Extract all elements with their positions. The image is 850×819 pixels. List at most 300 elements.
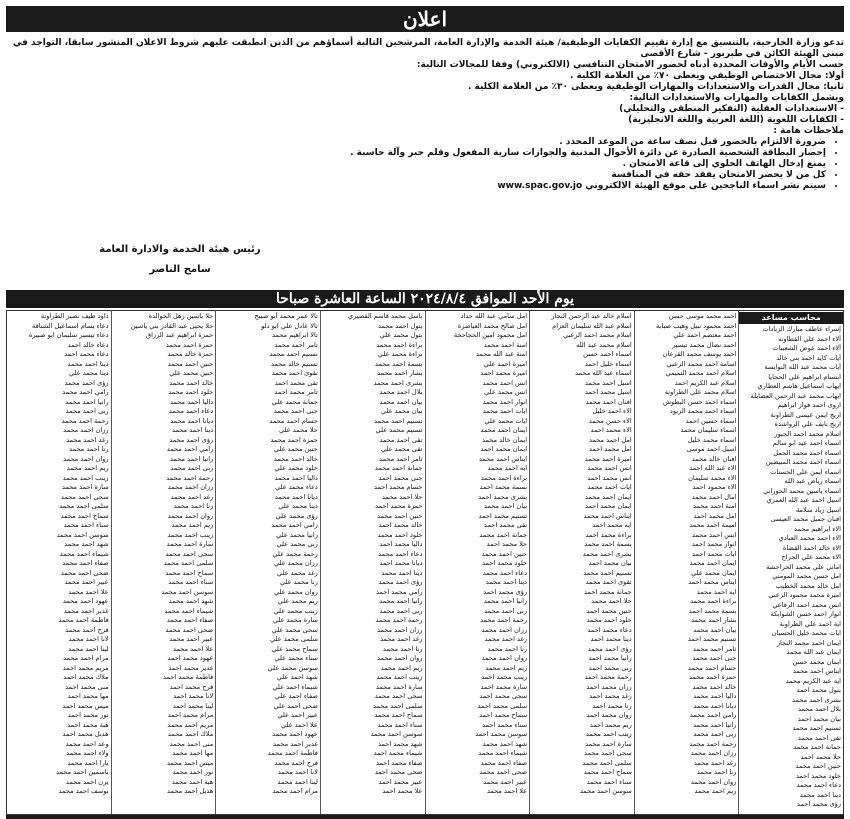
candidate-name: نور احمد محمد [172, 768, 214, 776]
candidate-name: اسيل محمد احمد [584, 388, 632, 396]
candidate-name: ايه محمد احمد [592, 521, 632, 529]
candidate-name: احمد محمد موسى حسن [668, 312, 737, 320]
candidate-name: حنين محمد علي [273, 445, 318, 453]
candidate-name: اسيل زياد سلامة [795, 505, 841, 514]
candidate-name: بيان احمد محمد [484, 502, 528, 510]
candidate-name: مها محمد احمد [67, 692, 109, 700]
candidate-name: تالا ابراهيم محمد [272, 331, 318, 339]
candidate-name: غدير احمد محمد [63, 606, 109, 615]
candidate-name: فاطمة احمد محمد [267, 749, 318, 757]
candidate-name: بشار احمد محمد [691, 616, 737, 624]
candidate-name: الاء محمد سليمان [688, 473, 737, 482]
candidate-name: اسامة احمد محمد الزعبي [666, 359, 737, 368]
candidate-name: مها احمد محمد [172, 749, 214, 757]
candidate-name: تسنيم احمد محمد [792, 724, 841, 732]
candidate-name: جنى محمد احمد [378, 473, 423, 482]
candidate-name: عبير احمد محمد [169, 635, 214, 643]
candidate-name: داليا احمد محمد [693, 692, 737, 700]
candidate-name: هديل محمد احمد [62, 730, 109, 738]
candidate-name: شهد احمد محمد [168, 597, 214, 605]
candidate-name: شهد احمد علي [276, 673, 318, 681]
notes-title: ملاحظات هامة : [773, 126, 844, 136]
candidate-name: رؤى محمد علي [275, 511, 318, 520]
candidate-name: شهد محمد احمد [378, 739, 423, 748]
candidate-name: حلا محمد علي [278, 426, 318, 434]
candidate-name: اسماء رياض عبد الله [784, 477, 841, 485]
candidate-name: سجى احمد محمد [60, 492, 109, 501]
candidate-name: حسام محمد احمد [374, 483, 423, 491]
candidate-name: روان احمد محمد [377, 654, 423, 662]
candidate-name: رامي احمد محمد [689, 711, 737, 719]
candidate-name: ريم محمد احمد [589, 720, 632, 729]
candidate-name: اروى احمد فواز ابراهيم [777, 401, 841, 409]
candidate-name: الاء محمد احمد [590, 426, 632, 434]
candidate-name: روان محمد علي [273, 587, 318, 596]
candidate-name: رحمة احمد محمد [480, 616, 528, 624]
candidate-name: ايات احمد محمد [482, 407, 528, 415]
candidate-name: دعاء محمد احمد [64, 350, 109, 358]
candidate-name: اريج ايمن عيسى الطراونة [770, 410, 841, 419]
candidate-name: حنين محمد علي [169, 369, 214, 377]
candidates-column [215, 311, 320, 814]
candidate-name: تقى احمد محمد [797, 733, 841, 742]
candidate-name: آيات كايد احمد بني خالد [776, 353, 841, 362]
candidate-name: ايه احمد محمد [487, 464, 528, 472]
candidate-name: اسيل احمد عبد الله العمري [766, 496, 841, 504]
candidate-name: علا احمد محمد [172, 644, 214, 653]
candidate-name: اسماء احمد عيد ابو سالم [772, 439, 841, 447]
candidate-name: اسلام محمد احمد الجبور [774, 429, 841, 438]
candidate-name: علا محمد احمد [382, 787, 423, 795]
candidate-name: سلمى احمد محمد [163, 559, 214, 567]
candidate-name: خلود احمد محمد [586, 616, 632, 624]
candidate-name: شيماء احمد محمد [59, 549, 109, 558]
candidate-name: دعاء احمد محمد [168, 407, 214, 415]
candidate-name: دعاء تيسير سليمان ابو صبيرة [28, 331, 109, 339]
candidate-name: ريم محمد علي [277, 597, 318, 605]
candidate-name: بيان محمد احمد [588, 559, 632, 567]
candidate-name: سماح احمد محمد [374, 711, 423, 719]
candidate-name: اميرة احمد محمد [584, 454, 632, 463]
candidate-name: ربى احمد محمد [484, 606, 528, 615]
candidate-name: ابتسام ابراهيم علي الحجايا [768, 372, 841, 381]
candidate-name: رؤى احمد محمد [64, 378, 109, 387]
candidate-name: رامي محمد احمد [376, 587, 423, 596]
candidate-name: رامي احمد محمد [166, 445, 214, 453]
candidate-name: منى محمد احمد [65, 682, 109, 691]
candidate-name: هبة احمد محمد [171, 777, 214, 786]
candidate-name: انس احمد محمد [482, 378, 528, 387]
candidate-name: انوار احمد حسن الشوابكة [770, 610, 841, 618]
candidate-name: عبير احمد محمد [64, 578, 109, 586]
candidate-name: سجى احمد محمد [374, 692, 423, 700]
candidate-name: آلاء احمد عوض الشعيبات [772, 344, 841, 352]
candidate-name: اميرة محمد محمود الزعبي [768, 591, 841, 599]
candidate-name: اسماء احمد حسن البطوش [662, 397, 737, 406]
exam-sub-1: - الاستعدادات العقلية (التفكير المنطقي والتحليلي) [619, 104, 844, 114]
candidate-name: بشرى احمد محمد [582, 549, 632, 558]
candidate-name: شيماء احمد علي [272, 682, 318, 691]
candidate-name: ايمان محمد احمد [584, 502, 632, 510]
candidate-name: لينا محمد احمد [172, 701, 214, 710]
candidate-name: لينا احمد محمد [277, 777, 318, 786]
candidate-name: دعاء احمد محمد [796, 781, 841, 789]
candidates-column [7, 311, 111, 814]
candidate-name: احمد محمود نبيل وهيب صبابة [655, 321, 737, 330]
candidate-name: ايه احمد محمد [696, 587, 737, 596]
candidate-name: رانيا احمد محمد [65, 397, 109, 406]
exam-area-2: ثانيا: مجال القدرات والاستعدادات والمهارات الوظيفية ويعطى ٣٠٪ من العلامة الكلية . [468, 82, 844, 92]
candidate-name: سوسن احمد محمد [161, 587, 214, 596]
candidate-name: رؤى احمد محمد [378, 578, 423, 586]
candidate-name: امل محمود امين الحجاحجة [453, 331, 528, 339]
candidate-name: غدير محمد احمد [168, 663, 214, 672]
candidate-name: علا احمد محمد [68, 587, 109, 596]
candidate-name: داليا احمد محمد [274, 473, 318, 482]
candidate-name: ايات محمد احمد [692, 549, 737, 558]
candidate-name: رؤى محمد احمد [797, 800, 841, 808]
candidate-name: صفاء احمد محمد [62, 559, 109, 567]
candidate-name: منى احمد محمد [169, 739, 214, 748]
candidate-name: بلال احمد محمد [379, 388, 423, 396]
candidate-name: روان احمد محمد [167, 511, 214, 520]
candidate-name: امنة احمد محمد [483, 340, 528, 349]
candidate-name: امل سامي عبد الله حداد [460, 312, 528, 320]
candidate-name: سلمى احمد محمد [59, 502, 109, 510]
candidate-name: اسماء احمد محمد الجمل [773, 448, 841, 457]
candidate-name: حلا محمد احمد [800, 752, 841, 761]
candidate-name: ايمان محمد علي [691, 568, 737, 577]
candidate-name: صفاء محمد احمد [376, 758, 423, 767]
candidate-name: مرام احمد محمد [63, 654, 109, 662]
candidate-name: براءة احمد محمد [690, 597, 737, 605]
candidate-name: رزان محمد احمد [586, 682, 632, 691]
candidate-name: ريم احمد محمد [380, 663, 423, 672]
candidate-name: ايات محمد خليل الحسبان [771, 629, 841, 637]
candidate-name: هبة محمد احمد [67, 720, 109, 729]
candidate-name: ثامر احمد محمد [379, 454, 423, 463]
candidate-name: سوسن احمد محمد [56, 530, 109, 539]
candidate-name: خالد احمد محمد [273, 454, 318, 463]
candidate-name: اميمة احمد محمد [689, 521, 737, 529]
candidate-name: تالا عمر محمد أبو صبيح [254, 312, 318, 320]
exam-date-banner: يوم الأحد الموافق ٢٠٢٤/٨/٤ الساعة العاشرة صباحا [6, 290, 844, 308]
candidate-name: ايناس احمد محمد [478, 454, 528, 463]
candidate-name: انس احمد محمد [587, 464, 632, 472]
candidate-name: ايناس محمد احمد [688, 578, 737, 586]
candidate-name: فرح احمد محمد [65, 625, 109, 634]
candidate-name: مرام محمد احمد [167, 711, 214, 719]
candidate-name: ولاء احمد محمد [66, 749, 109, 757]
candidate-name: براءة احمد محمد [376, 340, 423, 349]
candidate-name: جمانة محمد احمد [584, 587, 632, 596]
candidate-name: امال احمد محمد [691, 492, 737, 501]
candidate-name: ايه عبد الكريم محمد [785, 676, 841, 685]
candidate-name: امل احمد محمد [588, 435, 632, 444]
candidate-name: روان احمد محمد [481, 654, 528, 662]
candidate-name: خلود احمد محمد [377, 530, 423, 539]
candidate-name: ايمان عبد الله محمد [786, 648, 841, 656]
candidate-name: سارة محمد علي [272, 616, 318, 624]
note-item: • كل من لا يحضر الامتحان يفقد حقه في المنافسة [8, 170, 826, 181]
candidate-name: انس محمد احمد [587, 473, 632, 482]
candidate-name: براءة محمد احمد [585, 530, 632, 539]
candidate-name: رغد احمد محمد [484, 635, 528, 643]
candidate-name: داليا محمد احمد [379, 540, 423, 548]
candidate-name: امل خالد محمد الخطيب [775, 581, 841, 590]
candidate-name: الاء محمد علي الجراح [781, 553, 841, 561]
candidate-name: رنا احمد محمد [69, 445, 109, 453]
candidate-name: سجى محمد احمد [479, 692, 528, 700]
candidate-name: دعاء محمد علي [275, 483, 318, 491]
candidate-name: جمانة محمد علي [271, 397, 318, 406]
candidate-name: افنان جميل محمد العيسى [770, 515, 841, 523]
candidate-name: امنة احمد محمد [693, 502, 737, 510]
candidate-name: عهود احمد محمد [62, 597, 109, 605]
candidate-name: رغد محمد علي [276, 568, 318, 577]
candidate-name: سوسن احمد محمد [370, 730, 423, 738]
candidate-name: سناء احمد محمد [168, 578, 214, 586]
candidate-name: لينا احمد محمد [68, 644, 109, 653]
candidate-name: لانا احمد محمد [277, 768, 318, 776]
candidate-name: رحمة احمد محمد [375, 616, 423, 624]
candidate-name: بشرى محمد احمد [478, 492, 528, 501]
candidate-name: شيماء محمد احمد [373, 749, 423, 757]
candidate-name: اسماء حسين احمد [685, 416, 737, 425]
candidate-name: اسماء عبد الله محمد [575, 369, 632, 377]
candidate-name: اماني علي محمد الحراحشة [766, 562, 841, 571]
candidate-name: اميرة محمد احمد [480, 369, 528, 377]
candidate-name: رانيا محمد علي [276, 530, 318, 539]
candidate-name: انس محمد علي [484, 388, 528, 396]
candidate-name: ربى احمد محمد [693, 730, 737, 738]
candidates-column [738, 311, 843, 814]
candidate-name: دعاء احمد محمد [482, 568, 528, 577]
candidate-name: دينا احمد محمد [485, 578, 528, 586]
candidate-name: داليا احمد محمد [170, 397, 214, 406]
candidate-name: اسلام عبد الكريم احمد [674, 378, 737, 387]
candidate-name: بشرى احمد محمد [373, 378, 423, 387]
candidate-name: حمزة ابراهيم عبد الرزاق [145, 331, 214, 339]
candidate-name: ايهاب اسماعيل هاشم العطاري [757, 382, 841, 390]
candidate-name: رحمة احمد محمد [166, 473, 214, 482]
candidate-name: خلود احمد محمد [168, 388, 214, 396]
candidate-name: عبير احمد علي [277, 711, 318, 719]
candidate-name: رانيا احمد محمد [379, 597, 423, 605]
candidate-name: سارة احمد محمد [166, 540, 214, 548]
candidate-name: روان محمد احمد [586, 711, 632, 719]
candidate-name: حمزة احمد محمد [165, 340, 214, 349]
candidate-name: الاء محمود احمد [692, 483, 737, 491]
candidate-name: آيات محمد عبد الله النوايسة [764, 363, 841, 371]
candidate-name: سلمى محمد احمد [477, 701, 528, 710]
candidate-name: فرح احمد محمد [274, 758, 318, 767]
candidate-name: حنين احمد محمد [481, 549, 528, 558]
candidate-name: رؤى محمد احمد [483, 587, 528, 596]
candidate-name: مريم احمد محمد [167, 720, 214, 729]
candidate-name: لانا محمد احمد [173, 692, 214, 700]
candidate-name: الاء خالد احمد القضاة [782, 543, 841, 552]
candidate-name: سناء محمد احمد [482, 720, 528, 729]
candidate-name: ضحى احمد محمد [60, 568, 109, 577]
candidate-name: لانا احمد محمد [68, 635, 109, 643]
candidate-name: حمزة محمد احمد [375, 502, 423, 510]
candidate-name: عبير احمد محمد [483, 777, 528, 786]
candidate-name: تقوى احمد محمد [271, 369, 318, 377]
candidate-name: حلا احمد محمد [591, 597, 632, 605]
candidate-name: امنة عبد الله محمد [475, 350, 528, 358]
candidate-name: ضحى احمد محمد [165, 625, 214, 634]
candidate-name: ريم احمد محمد [66, 464, 109, 472]
candidate-name: بيان احمد محمد [693, 625, 737, 634]
candidate-name: شهد احمد محمد [64, 540, 109, 548]
candidate-name: بشار احمد محمد [377, 369, 423, 377]
candidate-name: دينا محمد علي [278, 502, 318, 510]
candidate-name: ديانا محمد احمد [379, 559, 423, 567]
candidate-name: تسنيم احمد محمد [269, 350, 318, 358]
candidate-name: ايناس احمد محمد [792, 667, 841, 675]
candidate-name: ثامر احمد محمد [692, 644, 737, 653]
candidate-name: بسمة احمد محمد [375, 359, 423, 368]
bottom-divider [6, 815, 844, 819]
candidate-name: صفاء احمد محمد [480, 758, 528, 767]
candidate-name: اسماء خليل احمد [584, 359, 632, 368]
candidates-column [529, 311, 634, 814]
candidate-name: بتول محمد علي [379, 331, 423, 339]
candidate-name: بسمة محمد احمد [688, 606, 737, 615]
candidate-name: سوسن احمد محمد [579, 787, 632, 795]
candidate-name: رؤى احمد محمد [587, 644, 632, 653]
candidate-name: رغد احمد محمد [170, 492, 214, 501]
candidate-name: ديانا احمد محمد [170, 416, 214, 425]
candidate-name: دينا محمد علي [68, 369, 109, 377]
candidate-name: رحمة محمد احمد [584, 673, 632, 681]
candidate-name: ايمان محمد حسن [792, 657, 841, 666]
candidate-name: سارة احمد محمد [585, 739, 632, 748]
candidate-name: شيماء احمد محمد [164, 606, 214, 615]
candidate-name: رنا احمد محمد [696, 768, 737, 776]
candidate-name: ايمان محمد احمد [480, 445, 528, 453]
candidate-name: دعاء احمد محمد [378, 549, 423, 558]
candidate-name: حسام احمد محمد [687, 663, 737, 672]
candidate-name: ايمان خالد محمد [481, 435, 528, 444]
candidate-name: رزان محمد علي [273, 559, 318, 567]
candidate-name: سارة احمد محمد [375, 682, 423, 691]
candidate-name: رزان احمد محمد [690, 749, 737, 757]
candidate-name: بتول احمد محمد [378, 321, 423, 330]
candidate-name: رحمة احمد محمد [61, 416, 109, 425]
candidate-name: رغد احمد محمد [693, 758, 737, 767]
candidate-name: عبير محمد احمد [378, 777, 423, 786]
candidate-name: ديانا احمد محمد [274, 492, 318, 501]
candidate-name: رنا احمد محمد [383, 644, 423, 653]
candidate-name: دينا احمد محمد [67, 359, 109, 368]
signature-name: سامح الناصر [149, 264, 211, 275]
candidate-name: سجى محمد علي [271, 625, 318, 634]
exam-area-3: ويشمل الكفايات والمهارات والاستعدادات التالية: [629, 93, 844, 103]
candidate-name: دينا احمد محمد [381, 568, 423, 577]
candidate-name: تقى محمد علي [380, 445, 423, 453]
candidate-name: ريم احمد محمد [485, 663, 528, 672]
candidate-name: سناء محمد علي [274, 654, 318, 662]
candidate-name: ايات محمد علي [484, 416, 528, 425]
announcement-body [8, 38, 844, 192]
candidate-name: رغد احمد محمد [379, 635, 423, 643]
candidate-name: الاء احمد محمد العبادي [778, 534, 841, 542]
candidate-name: علا احمد محمد [486, 787, 528, 795]
candidate-name: ايمان احمد محمد [689, 559, 737, 567]
candidate-name: تامر احمد محمد [274, 340, 318, 349]
candidate-name: اسماء احمد محمد الزيود [669, 407, 737, 415]
candidate-name: زينب احمد محمد [376, 673, 423, 681]
candidate-name: رانيا احمد محمد [483, 597, 528, 605]
candidate-name: الاء حسن محمد [588, 416, 632, 425]
candidate-name: تالا عادل علي ابو دلو [261, 321, 318, 330]
candidate-name: دينا محمد احمد [590, 635, 632, 643]
candidate-name: ملاك احمد محمد [167, 730, 214, 738]
candidates-column [320, 311, 425, 814]
candidate-name: سلمى احمد محمد [582, 758, 632, 767]
candidate-name: اسماء احمد محمد المبيضين [765, 458, 841, 466]
candidate-name: جمانة احمد محمد [793, 743, 841, 751]
candidate-name: شهد احمد محمد [482, 739, 528, 748]
candidate-name: حلا احمد محمد [382, 492, 423, 501]
candidate-name: زينب احمد محمد [585, 730, 632, 738]
candidate-name: سارة محمد احمد [480, 682, 528, 691]
candidate-name: ثامر محمد احمد [274, 388, 318, 396]
candidate-name: دينا احمد محمد [172, 426, 214, 434]
candidate-name: اسلام عبد الله سليمان العزام [552, 321, 632, 330]
candidate-name: جمانة احمد محمد [374, 464, 423, 472]
candidate-name: بيان احمد محمد [379, 397, 423, 406]
candidate-name: اسماء احمد حسن [583, 350, 632, 358]
note-item: • ضرورة الالتزام بالحضور قبل نصف ساعة من الموعد المحدد . [8, 137, 826, 148]
candidate-name: سارة احمد محمد [62, 483, 109, 491]
candidate-name: نور محمد احمد [67, 711, 109, 719]
intro-line-1: تدعو وزارة الخارجية، بالتنسيق مع إدارة تقييم الكفايات الوظيفية/ هيئة الخدمة والإدارة العامة، المرشحين التالية أسماؤهم من الذين انطبقت عليهم شروط الاعلان المنشور سابقا، التواجد في مبنى الهيئة الكائن في طبربور - شارع الأقصى [12, 38, 844, 59]
note-item: • إحضار البطاقة الشخصية الصادرة عن دائرة الأحوال المدنية والجوازات سارية المفعول وقلم حبر وآلة حاسبة . [8, 148, 826, 159]
candidate-name: دعاء بسام اسماعيل الشناقة [32, 321, 109, 330]
candidate-name: سلمى محمد علي [269, 635, 318, 643]
candidate-name: رزان احمد محمد [481, 625, 528, 634]
candidate-name: جنى احمد محمد [692, 654, 737, 662]
candidate-name: جنى احمد محمد [273, 407, 318, 415]
candidate-name: امل صالح محمد العياصرة [457, 321, 528, 330]
candidate-name: خلود محمد علي [274, 464, 318, 472]
candidate-name: تسنيم خالد محمد [270, 359, 318, 368]
candidate-name: احمد نضال محمد تيسير [672, 340, 737, 349]
candidate-name: سماح محمد احمد [479, 711, 528, 719]
candidate-name: خالد احمد محمد [169, 378, 214, 387]
candidates-table [6, 310, 844, 815]
candidate-name: اسلام محمد عبد الله [576, 340, 632, 349]
candidate-name: خلود محمد احمد [482, 559, 528, 567]
candidate-name: ملاك محمد احمد [63, 673, 109, 681]
signature-role: رئيس هيئة الخدمة والادارة العامة [99, 244, 261, 255]
candidate-name: ديانا احمد محمد [693, 701, 737, 710]
candidate-name: ربى احمد محمد [379, 606, 423, 615]
candidate-name: الاء عبد الله احمد [689, 464, 737, 472]
candidate-name: دعاء خالد احمد [67, 340, 109, 349]
candidate-name: امل محمد احمد [588, 445, 632, 453]
candidate-name: رغد احمد محمد [66, 435, 109, 444]
candidate-name: خالد محمد احمد [378, 521, 423, 529]
candidate-name: رامي احمد محمد [271, 521, 318, 529]
candidate-name: حلا محمد احمد [486, 540, 528, 548]
candidate-name: احمد يوسف محمد القرعان [662, 350, 737, 358]
candidate-name: داود طيف نصير الطراونة [40, 312, 109, 320]
candidate-name: سلمى احمد محمد [373, 701, 423, 710]
